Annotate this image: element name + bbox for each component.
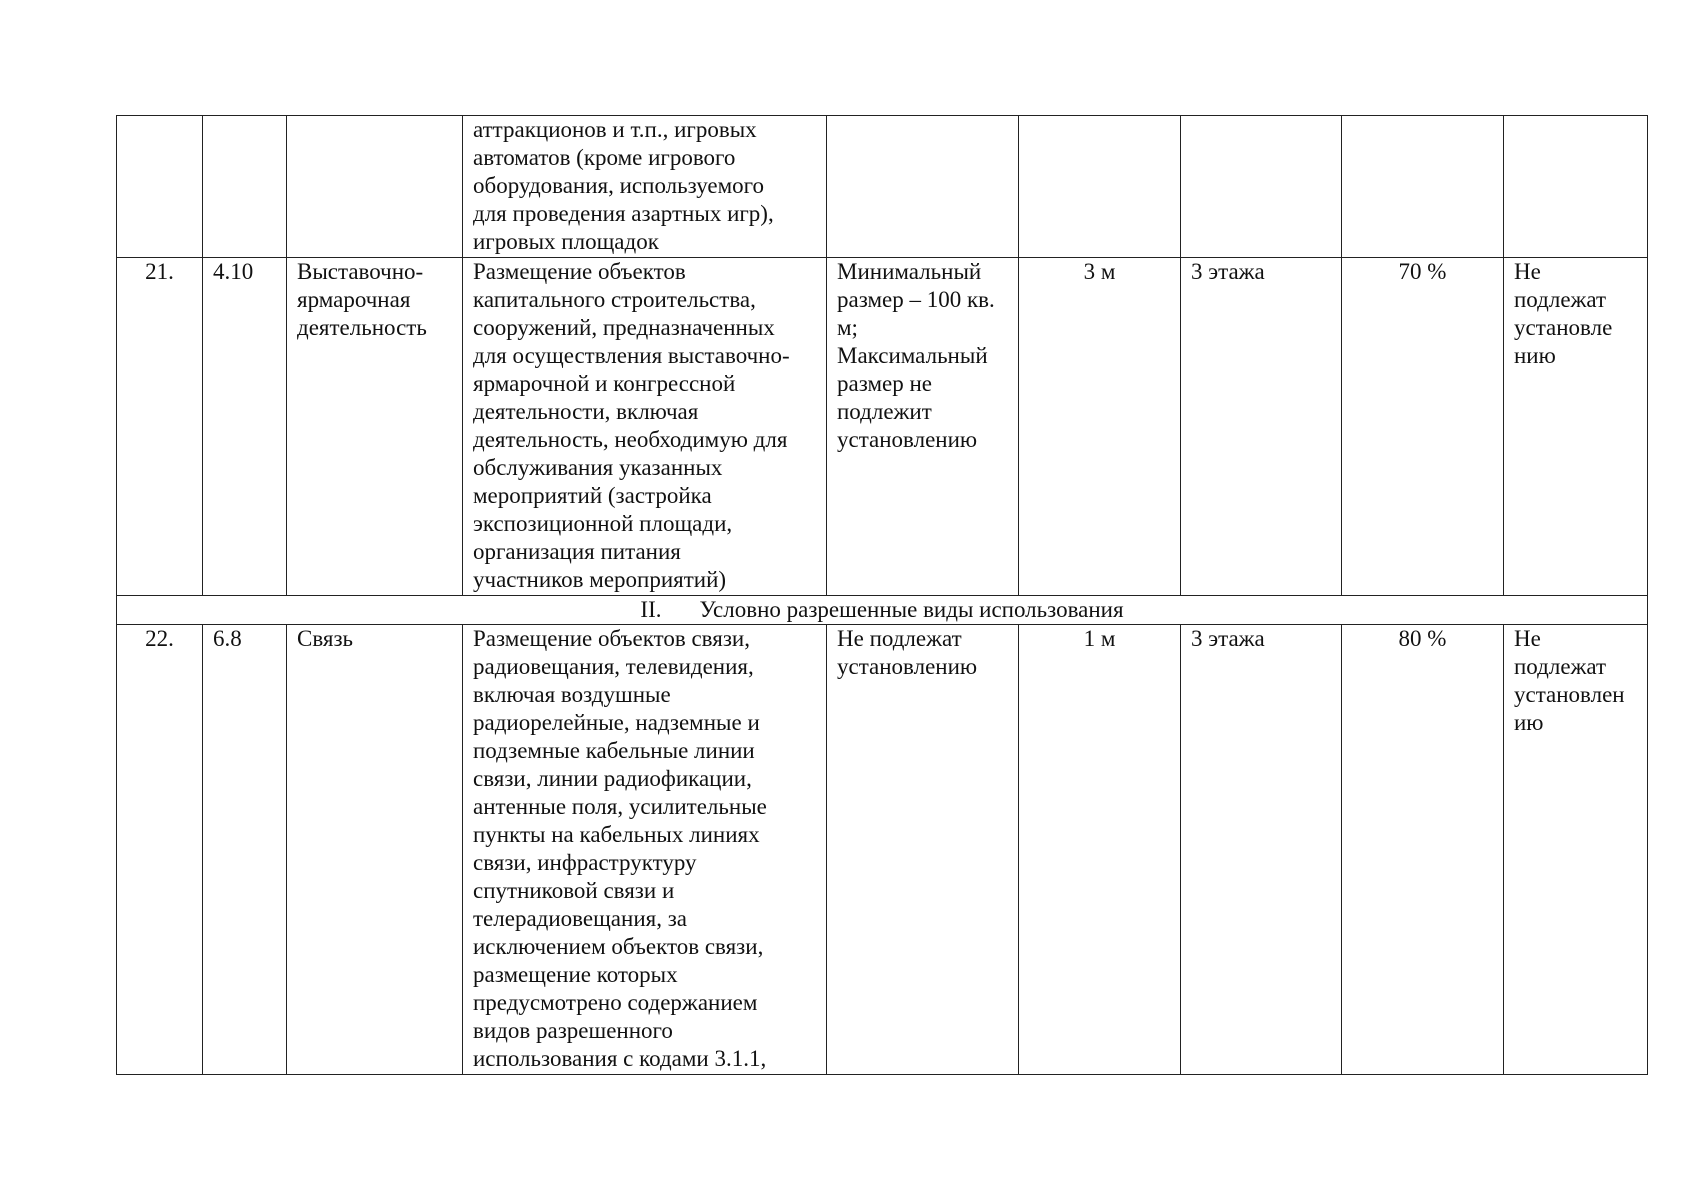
row-coverage (1342, 116, 1504, 258)
land-use-table (116, 115, 1648, 1075)
row-description: аттракционов и т.п., игровых автоматов (кроме игрового оборудования, используемого для проведения азартных игр), игровых площадок (463, 116, 827, 258)
row-size (827, 116, 1019, 258)
table-row (117, 258, 1648, 596)
row-name: Выставочно- ярмарочная деятельность (287, 258, 463, 596)
row-setback (1019, 116, 1181, 258)
row-floors (1181, 116, 1342, 258)
row-other: Не подлежат установле нию (1504, 258, 1648, 596)
row-code: 4.10 (203, 258, 287, 596)
row-code (203, 116, 287, 258)
row-description: Размещение объектов связи, радиовещания, телевидения, включая воздушные радиорелейные, надземные и подземные кабельные линии связи, линии радиофикации, антенные поля, усилительные пункты на кабельных линиях связи, инфраструктуру спутниковой связи и телерадиовещания, за исключением объектов связи, размещение которых предусмотрено содержанием видов разрешенного использования с кодами 3.1.1, (463, 625, 827, 1075)
row-coverage: 80 % (1342, 625, 1504, 1075)
row-setback: 1 м (1019, 625, 1181, 1075)
table-row (117, 116, 1648, 258)
row-code: 6.8 (203, 625, 287, 1075)
section-header (117, 596, 1648, 625)
section-header-row (117, 596, 1648, 625)
row-coverage: 70 % (1342, 258, 1504, 596)
table-row (117, 625, 1648, 1075)
row-description: Размещение объектов капитального строительства, сооружений, предназначенных для осуществления выставочно- ярмарочной и конгрессной деятельности, включая деятельность, необходимую для обслуживания указанных мероприятий (застройка экспозиционной площади, организация питания участников мероприятий) (463, 258, 827, 596)
row-size: Не подлежат установлению (827, 625, 1019, 1075)
row-other: Не подлежат установлен ию (1504, 625, 1648, 1075)
row-name (287, 116, 463, 258)
row-number (117, 116, 203, 258)
row-setback: 3 м (1019, 258, 1181, 596)
section-number: II. (640, 597, 662, 622)
row-number: 21. (117, 258, 203, 596)
row-floors: 3 этажа (1181, 625, 1342, 1075)
row-number: 22. (117, 625, 203, 1075)
row-other (1504, 116, 1648, 258)
row-size: Минимальный размер – 100 кв. м; Максимальный размер не подлежит установлению (827, 258, 1019, 596)
row-floors: 3 этажа (1181, 258, 1342, 596)
row-name: Связь (287, 625, 463, 1075)
section-title: Условно разрешенные виды использования (699, 597, 1124, 622)
